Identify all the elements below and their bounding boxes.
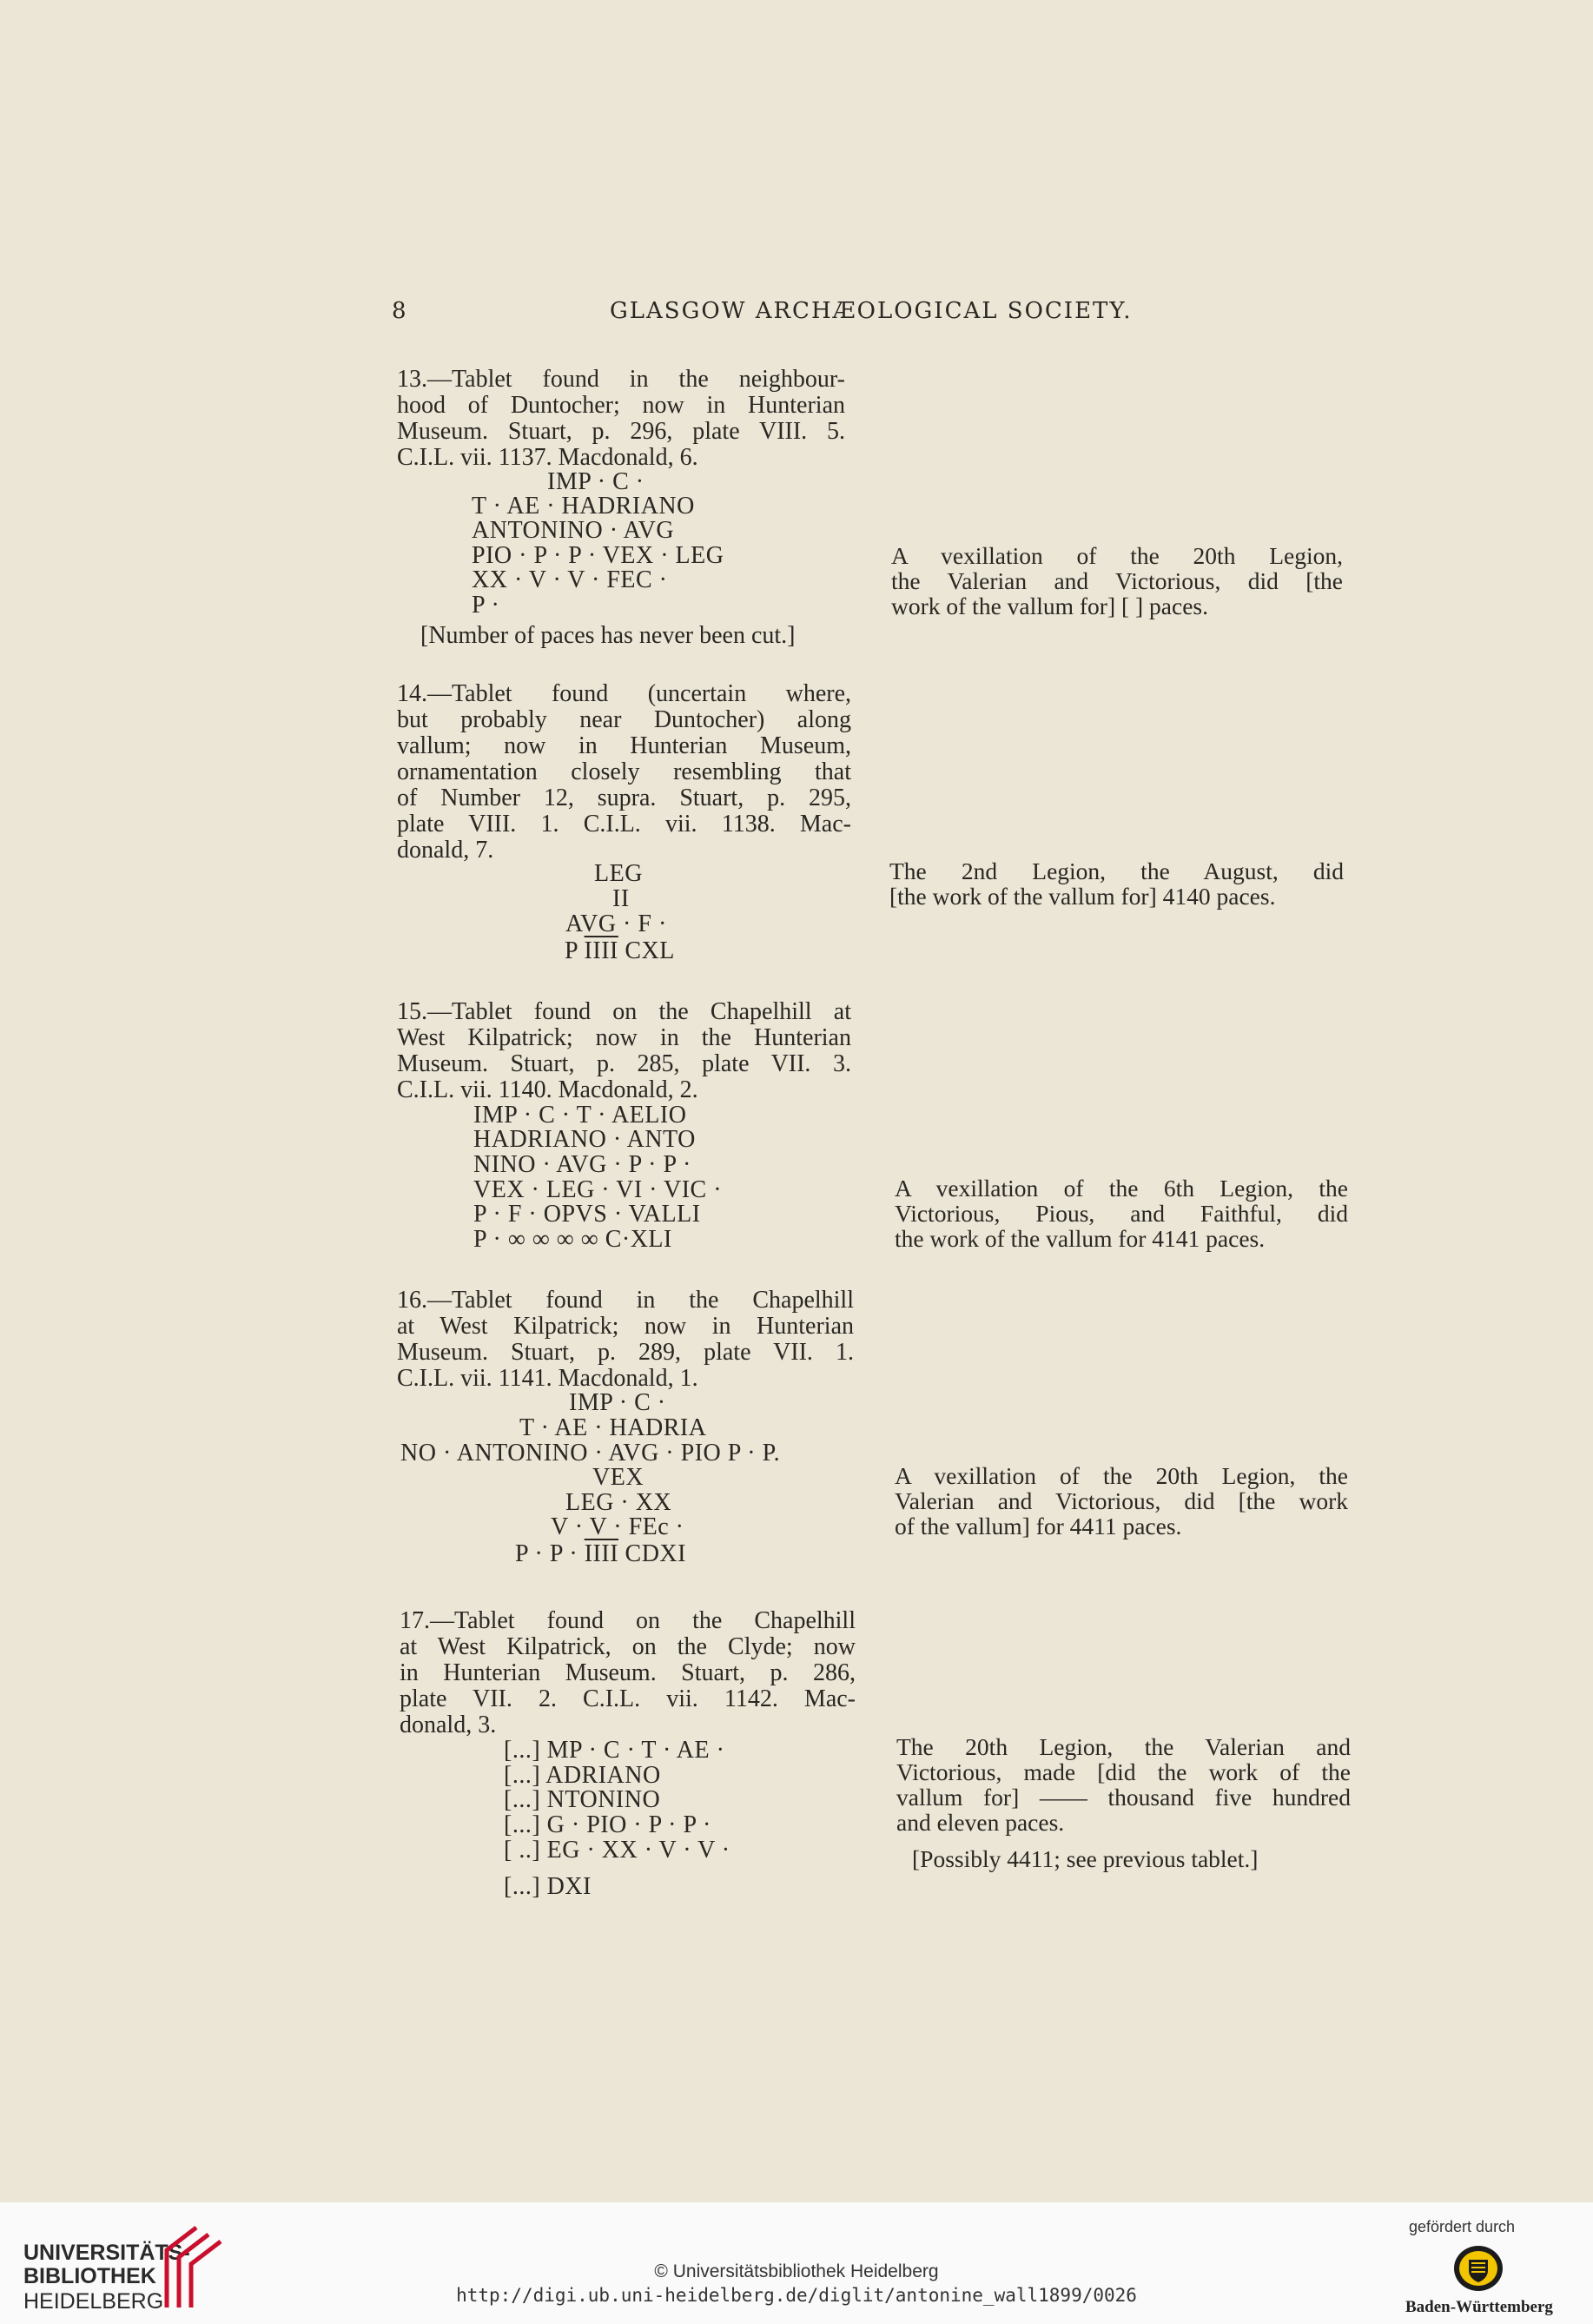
entry-desc-line: at West Kilpatrick, on the Clyde; now bbox=[400, 1633, 856, 1660]
entry-desc-line: of Number 12, supra. Stuart, p. 295, bbox=[397, 785, 851, 811]
translation-line: work of the vallum for] [ ] paces. bbox=[891, 593, 1209, 619]
running-title: GLASGOW ARCHÆOLOGICAL SOCIETY. bbox=[610, 298, 1133, 324]
inscription-line: [...] DXI bbox=[504, 1873, 592, 1900]
inscription-part: P · P · bbox=[515, 1540, 578, 1567]
translation-line: Valerian and Victorious, did [the work bbox=[895, 1487, 1348, 1514]
inscription-line: [...] G · PIO · P · P · bbox=[504, 1811, 711, 1838]
entry-note: [Number of paces has never been cut.] bbox=[420, 622, 796, 649]
translation-line: Victorious, made [did the work of the bbox=[896, 1758, 1351, 1785]
translation-line: A vexillation of the 6th Legion, the bbox=[895, 1175, 1348, 1202]
entry-desc-line: 15.—Tablet found on the Chapelhill at bbox=[397, 998, 851, 1025]
entry-desc-line: 16.—Tablet found in the Chapelhill bbox=[397, 1287, 854, 1314]
translation-line: The 20th Legion, the Valerian and bbox=[896, 1733, 1351, 1760]
inscription-line: NINO · AVG · P · P · bbox=[473, 1151, 691, 1178]
entry-desc-line: West Kilpatrick; now in the Hunterian bbox=[397, 1024, 851, 1051]
entry-desc-line: but probably near Duntocher) along bbox=[397, 706, 851, 733]
inscription-line: VEX bbox=[592, 1464, 644, 1491]
inscription-line: [ ..] EG · XX · V · V · bbox=[504, 1837, 730, 1864]
entry-desc-line: C.I.L. vii. 1137. Macdonald, 6. bbox=[397, 444, 698, 471]
entry-desc-line: 14.—Tablet found (uncertain where, bbox=[397, 680, 851, 707]
copyright-text: © Universitätsbibliothek Heidelberg bbox=[654, 2261, 939, 2281]
inscription-line: PIO · P · P · VEX · LEG bbox=[472, 542, 724, 569]
translation-line: Victorious, Pious, and Faithful, did bbox=[895, 1200, 1348, 1227]
inscription-line: ANTONINO · AVG bbox=[472, 517, 675, 544]
inscription-line: T · AE · HADRIANO bbox=[472, 493, 695, 520]
inscription-part: P bbox=[565, 937, 578, 964]
entry-desc-line: 17.—Tablet found on the Chapelhill bbox=[400, 1607, 856, 1634]
entry-desc-line: donald, 3. bbox=[400, 1712, 497, 1738]
inscription-line: HADRIANO · ANTO bbox=[473, 1126, 696, 1153]
logo-text-line2: BIBLIOTHEK bbox=[23, 2264, 156, 2288]
permalink-url[interactable]: http://digi.ub.uni-heidelberg.de/diglit/antonine_wall1899/0026 bbox=[456, 2285, 1137, 2306]
translation-line: and eleven paces. bbox=[896, 1809, 1065, 1836]
inscription-line: LEG bbox=[594, 860, 643, 887]
entry-desc-line: at West Kilpatrick; now in Hunterian bbox=[397, 1313, 854, 1340]
baden-wuerttemberg-crest-icon bbox=[1452, 2244, 1504, 2293]
logo-text-line3: HEIDELBERG bbox=[23, 2289, 164, 2314]
inscription-line: V · V · FEc · bbox=[551, 1513, 684, 1540]
translation-line: vallum for] —— thousand five hundred bbox=[896, 1784, 1351, 1811]
entry-desc-line: in Hunterian Museum. Stuart, p. 286, bbox=[400, 1659, 856, 1686]
entry-note: [Possibly 4411; see previous tablet.] bbox=[912, 1845, 1259, 1872]
entry-desc-line: hood of Duntocher; now in Hunterian bbox=[397, 392, 845, 419]
translation-line: A vexillation of the 20th Legion, bbox=[891, 542, 1343, 569]
entry-desc-line: vallum; now in Hunterian Museum, bbox=[397, 732, 851, 759]
inscription-line: NO · ANTONINO · AVG · PIO P · P. bbox=[400, 1440, 781, 1467]
inscription-line: [...] NTONINO bbox=[504, 1786, 661, 1813]
entry-desc-line: C.I.L. vii. 1140. Macdonald, 2. bbox=[397, 1076, 698, 1103]
inscription-numeral-overlined: IIII bbox=[584, 1540, 619, 1567]
translation-line: the Valerian and Victorious, did [the bbox=[891, 567, 1343, 594]
funded-by-label: gefördert durch bbox=[1409, 2218, 1516, 2235]
entry-desc-line: ornamentation closely resembling that bbox=[397, 758, 851, 785]
inscription-line: [...] ADRIANO bbox=[504, 1762, 661, 1789]
inscription-line: P · F · OPVS · VALLI bbox=[473, 1201, 701, 1228]
inscription-line: II bbox=[612, 885, 630, 912]
inscription-line: P · bbox=[472, 592, 500, 619]
translation-line: [the work of the vallum for] 4140 paces. bbox=[889, 883, 1276, 910]
inscription-line: P · ∞ ∞ ∞ ∞ C·XLI bbox=[473, 1226, 672, 1253]
entry-desc-line: Museum. Stuart, p. 285, plate VII. 3. bbox=[397, 1050, 851, 1077]
funder-name: Baden-Württemberg bbox=[1405, 2298, 1553, 2316]
inscription-line: [...] MP · C · T · AE · bbox=[504, 1737, 725, 1764]
page-number: 8 bbox=[392, 298, 408, 324]
entry-desc-line: 13.—Tablet found in the neighbour- bbox=[397, 366, 845, 393]
inscription-line: IMP · C · bbox=[569, 1389, 666, 1416]
entry-desc-line: Museum. Stuart, p. 289, plate VII. 1. bbox=[397, 1339, 854, 1366]
translation-line: A vexillation of the 20th Legion, the bbox=[895, 1462, 1348, 1489]
entry-desc-line: donald, 7. bbox=[397, 837, 494, 864]
entry-desc-line: plate VIII. 1. C.I.L. vii. 1138. Mac- bbox=[397, 811, 851, 838]
entry-desc-line: C.I.L. vii. 1141. Macdonald, 1. bbox=[397, 1365, 698, 1392]
inscription-line: LEG · XX bbox=[565, 1489, 672, 1516]
footer-bar bbox=[0, 2202, 1593, 2324]
inscription-line bbox=[515, 1542, 686, 1567]
inscription-line: T · AE · HADRIA bbox=[519, 1414, 707, 1441]
entry-desc-line: Museum. Stuart, p. 296, plate VIII. 5. bbox=[397, 418, 845, 445]
inscription-line: IMP · C · bbox=[547, 468, 644, 495]
inscription-line: AVG · F · bbox=[565, 910, 667, 937]
inscription-part: CDXI bbox=[625, 1540, 686, 1567]
inscription-line: VEX · LEG · VI · VIC · bbox=[473, 1176, 723, 1203]
inscription-line: IMP · C · T · AELIO bbox=[473, 1102, 687, 1129]
inscription-part: CXL bbox=[625, 937, 675, 964]
inscription-line: XX · V · V · FEC · bbox=[472, 566, 668, 593]
inscription-line bbox=[565, 939, 675, 964]
translation-line: the work of the vallum for 4141 paces. bbox=[895, 1225, 1266, 1252]
translation-line: The 2nd Legion, the August, did bbox=[889, 857, 1344, 884]
translation-line: of the vallum] for 4411 paces. bbox=[895, 1513, 1182, 1539]
logo-text-line1: UNIVERSITÄTS- bbox=[23, 2241, 190, 2265]
entry-desc-line: plate VII. 2. C.I.L. vii. 1142. Mac- bbox=[400, 1685, 856, 1712]
inscription-numeral-overlined: IIII bbox=[584, 937, 618, 964]
